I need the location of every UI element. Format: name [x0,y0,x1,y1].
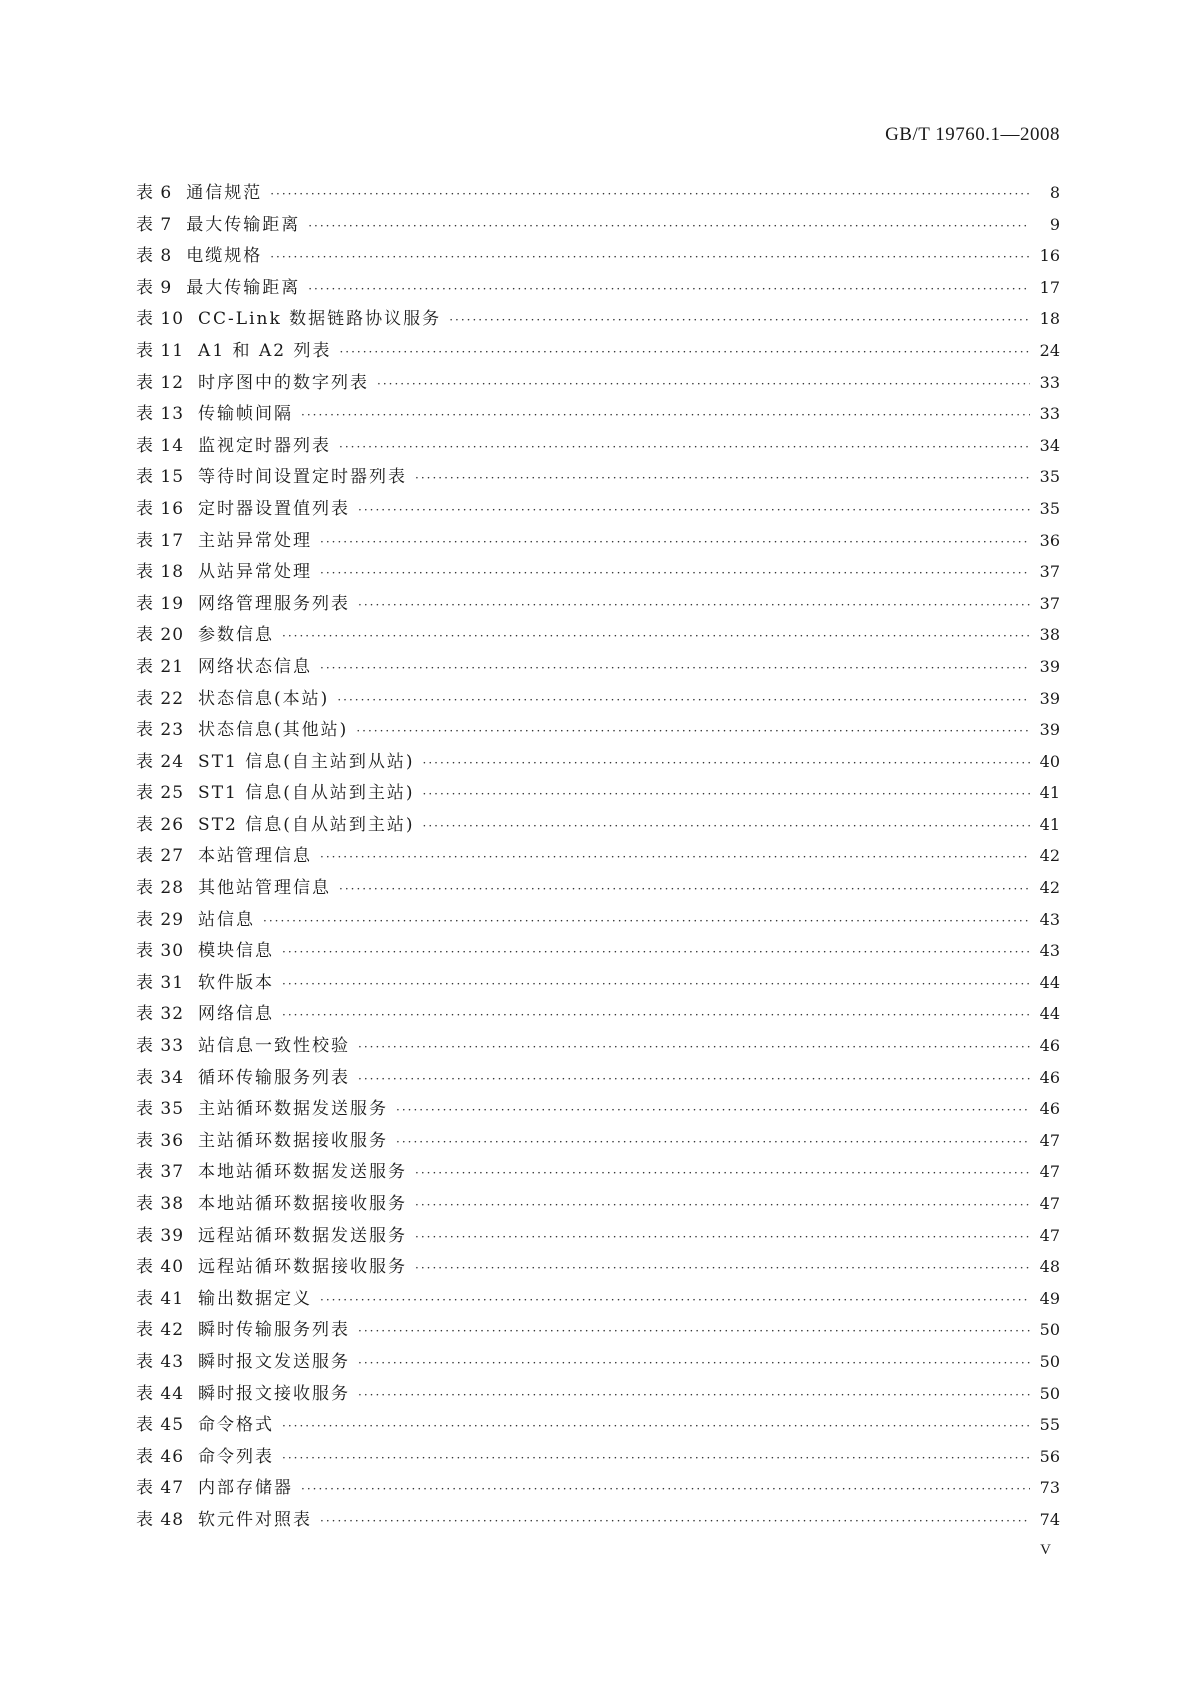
toc-entry-label: 表 14 [136,435,185,456]
toc-entry-page: 55 [1039,1415,1060,1435]
toc-entry-label: 表 19 [136,593,185,614]
toc-entry-title: 本站管理信息 [198,846,313,867]
toc-entry-page: 39 [1039,688,1060,708]
toc-entry-label: 表 21 [136,656,185,677]
toc-entry-title: 站信息 [198,909,256,930]
toc-entry-title: 主站循环数据发送服务 [198,1099,389,1120]
toc-entry-title: A1 和 A2 列表 [198,340,332,361]
toc-entry[interactable] [136,905,1060,937]
page-number: V [1040,1542,1051,1558]
toc-entry[interactable] [136,1221,1060,1253]
toc-entry-title: 软元件对照表 [198,1509,313,1530]
toc-entry-title: 状态信息(本站) [198,688,330,709]
toc-entry[interactable] [136,368,1060,400]
toc-entry-title: 定时器设置值列表 [198,498,351,519]
toc-entry-label: 表 24 [136,751,185,772]
toc-entry-label: 表 35 [136,1099,185,1120]
toc-entry-title: 传输帧间隔 [198,404,294,425]
toc-entry[interactable] [136,1315,1060,1347]
toc-entry-label: 表 38 [136,1194,185,1214]
toc-entry-label: 表 20 [136,625,185,646]
toc-leader-dots [270,250,1030,264]
toc-entry-title: 命令格式 [198,1415,275,1436]
toc-entry[interactable] [136,1252,1060,1284]
toc-entry-label: 表 47 [136,1478,185,1499]
toc-entry[interactable] [136,494,1060,526]
toc-leader-dots [423,787,1030,801]
toc-entry-label: 表 46 [136,1446,185,1467]
toc-entry[interactable] [136,715,1060,747]
toc-leader-dots [282,1419,1030,1433]
toc-entry-label: 表 10 [136,309,185,330]
toc-entry[interactable] [136,1126,1060,1158]
toc-leader-dots [320,850,1030,864]
toc-entry-label: 表 6 [136,183,173,203]
toc-entry-label: 表 23 [136,720,185,741]
toc-leader-dots [415,1230,1030,1244]
toc-entry[interactable] [136,1094,1060,1126]
toc-entry-title: 其他站管理信息 [198,878,332,899]
toc-entry-label: 表 25 [136,783,185,804]
toc-entry-label: 表 11 [136,340,185,361]
toc-entry-label: 表 43 [136,1351,185,1372]
toc-entry[interactable] [136,1157,1060,1189]
toc-entry[interactable] [136,1505,1060,1537]
toc-entry-page: 74 [1039,1509,1060,1529]
toc-entry-title: 瞬时传输服务列表 [198,1320,351,1341]
toc-entry-page: 42 [1039,878,1060,898]
toc-leader-dots [415,1198,1030,1212]
toc-entry-title: 从站异常处理 [198,562,313,583]
toc-entry[interactable] [136,936,1060,968]
toc-entry-label: 表 33 [136,1036,185,1057]
toc-entry-title: 模块信息 [198,941,275,962]
toc-leader-dots [358,1388,1030,1402]
toc-entry[interactable] [136,210,1060,242]
toc-entry-page: 33 [1039,372,1060,392]
toc-entry-page: 56 [1039,1446,1060,1466]
toc-leader-dots [396,1103,1030,1117]
toc-entry-page: 35 [1039,467,1060,487]
toc-leader-dots [358,1356,1030,1370]
toc-entry-label: 表 15 [136,467,185,488]
toc-entry-label: 表 32 [136,1004,185,1025]
toc-entry-title: 网络管理服务列表 [198,593,351,614]
toc-entry-page: 44 [1039,972,1060,992]
toc-leader-dots [415,1166,1030,1180]
toc-entry[interactable] [136,810,1060,842]
toc-leader-dots [423,756,1030,770]
toc-entry-title: 内部存储器 [198,1478,294,1499]
toc-leader-dots [358,598,1030,612]
toc-leader-dots [282,629,1030,643]
toc-entry-title: 软件版本 [198,972,275,993]
toc-entry[interactable] [136,684,1060,716]
toc-entry-page: 16 [1039,246,1060,266]
toc-entry-label: 表 12 [136,372,185,393]
toc-entry[interactable] [136,1031,1060,1063]
toc-leader-dots [270,187,1030,201]
toc-leader-dots [320,566,1030,580]
toc-leader-dots [358,1324,1030,1338]
toc-entry-title: 循环传输服务列表 [198,1067,351,1088]
toc-leader-dots [301,408,1030,422]
toc-entry-page: 46 [1039,1067,1060,1087]
toc-entry-label: 表 29 [136,909,185,930]
toc-entry-title: 远程站循环数据发送服务 [198,1225,408,1246]
toc-leader-dots [308,282,1030,296]
toc-entry-label: 表 17 [136,530,185,551]
toc-entry-page: 36 [1039,530,1060,550]
toc-entry[interactable] [136,1473,1060,1505]
toc-entry[interactable] [136,873,1060,905]
toc-entry[interactable] [136,273,1060,305]
toc-entry-page: 42 [1039,846,1060,866]
toc-leader-dots [282,1451,1030,1465]
toc-entry-title: ST1 信息(自从站到主站) [198,783,415,804]
toc-leader-dots [320,1514,1030,1528]
toc-entry-page: 43 [1039,941,1060,961]
toc-entry-title: 通信规范 [186,183,263,203]
toc-entry-title: 远程站循环数据接收服务 [198,1257,408,1278]
toc-entry[interactable] [136,652,1060,684]
toc-leader-dots [320,1293,1030,1307]
toc-entry-label: 表 45 [136,1415,185,1436]
toc-entry-title: ST1 信息(自主站到从站) [198,751,415,772]
toc-entry[interactable] [136,241,1060,273]
toc-entry[interactable] [136,1063,1060,1095]
toc-entry-title: 最大传输距离 [186,214,301,235]
toc-entry-page: 46 [1039,1036,1060,1056]
toc-entry-page: 9 [1049,214,1060,234]
toc-entry-page: 46 [1039,1099,1060,1119]
toc-entry-title: 命令列表 [198,1446,275,1467]
toc-leader-dots [339,440,1030,454]
toc-entry-page: 47 [1039,1162,1060,1182]
toc-leader-dots [356,724,1030,738]
toc-entry-page: 40 [1039,751,1060,771]
table-of-contents [136,178,1060,1537]
toc-entry-title: 网络信息 [198,1004,275,1025]
toc-entry-page: 50 [1039,1351,1060,1371]
toc-entry[interactable] [136,747,1060,779]
toc-entry-label: 表 40 [136,1257,185,1278]
toc-leader-dots [339,882,1030,896]
toc-entry[interactable] [136,1379,1060,1411]
toc-entry-label: 表 30 [136,941,185,962]
toc-entry-label: 表 8 [136,246,173,267]
toc-entry-page: 47 [1039,1130,1060,1150]
toc-entry[interactable] [136,462,1060,494]
toc-entry[interactable] [136,999,1060,1031]
toc-leader-dots [358,1040,1030,1054]
toc-leader-dots [377,377,1030,391]
toc-leader-dots [282,977,1030,991]
toc-entry-title: CC-Link 数据链路协议服务 [198,309,442,330]
toc-entry-page: 50 [1039,1383,1060,1403]
toc-leader-dots [282,945,1030,959]
toc-entry[interactable] [136,557,1060,589]
toc-entry-title: 瞬时报文发送服务 [198,1351,351,1372]
toc-entry-label: 表 48 [136,1509,185,1530]
toc-entry[interactable] [136,431,1060,463]
toc-entry-label: 表 41 [136,1288,185,1309]
toc-entry-title: ST2 信息(自从站到主站) [198,814,415,835]
toc-leader-dots [423,819,1030,833]
toc-entry-label: 表 7 [136,214,173,235]
toc-entry-page: 47 [1039,1225,1060,1245]
toc-entry[interactable] [136,336,1060,368]
toc-entry[interactable] [136,1347,1060,1379]
toc-entry-label: 表 26 [136,814,185,835]
toc-entry-title: 最大传输距离 [186,277,301,298]
toc-leader-dots [339,345,1030,359]
toc-entry-title: 主站循环数据接收服务 [198,1130,389,1151]
toc-entry-label: 表 18 [136,562,185,583]
toc-leader-dots [396,1135,1030,1149]
toc-entry[interactable] [136,399,1060,431]
toc-entry-page: 47 [1039,1194,1060,1213]
toc-leader-dots [358,503,1030,517]
toc-entry-label: 表 42 [136,1320,185,1341]
toc-entry-page: 41 [1039,814,1060,834]
toc-entry-page: 35 [1039,498,1060,518]
toc-entry-page: 37 [1039,562,1060,582]
toc-leader-dots [415,471,1030,485]
toc-entry-page: 24 [1039,340,1060,360]
toc-entry[interactable] [136,778,1060,810]
toc-entry-page: 18 [1039,309,1060,329]
toc-entry[interactable] [136,1410,1060,1442]
toc-entry-page: 48 [1039,1257,1060,1277]
toc-entry-page: 41 [1039,783,1060,803]
toc-entry-page: 39 [1039,720,1060,740]
toc-entry-page: 50 [1039,1320,1060,1340]
toc-entry[interactable] [136,589,1060,621]
toc-entry-title: 瞬时报文接收服务 [198,1383,351,1404]
toc-leader-dots [308,219,1030,233]
toc-entry-page: 39 [1039,656,1060,676]
toc-entry[interactable] [136,841,1060,873]
toc-entry-page: 17 [1039,277,1060,297]
standard-number: GB/T 19760.1—2008 [885,124,1060,145]
toc-entry-title: 等待时间设置定时器列表 [198,467,408,488]
toc-entry-page: 38 [1039,625,1060,645]
toc-entry-title: 电缆规格 [186,246,263,267]
toc-entry[interactable] [136,178,1060,210]
toc-entry-title: 输出数据定义 [198,1288,313,1309]
toc-entry[interactable] [136,1284,1060,1316]
toc-entry[interactable] [136,304,1060,336]
toc-entry-title: 参数信息 [198,625,275,646]
toc-entry-label: 表 31 [136,972,185,993]
toc-entry[interactable] [136,526,1060,558]
toc-leader-dots [301,1482,1030,1496]
toc-entry[interactable] [136,620,1060,652]
toc-entry-title: 主站异常处理 [198,530,313,551]
toc-entry-title: 网络状态信息 [198,656,313,677]
toc-leader-dots [358,1072,1030,1086]
toc-entry[interactable] [136,1189,1060,1221]
toc-entry-title: 站信息一致性校验 [198,1036,351,1057]
toc-leader-dots [282,1008,1030,1022]
toc-entry-label: 表 34 [136,1067,185,1088]
toc-entry-label: 表 22 [136,688,185,709]
toc-entry-label: 表 39 [136,1225,185,1246]
toc-entry-title: 监视定时器列表 [198,435,332,456]
toc-entry-page: 49 [1039,1288,1060,1308]
toc-entry-page: 37 [1039,593,1060,613]
toc-entry-page: 44 [1039,1004,1060,1024]
toc-entry-label: 表 28 [136,878,185,899]
toc-entry[interactable] [136,968,1060,1000]
toc-entry-page: 43 [1039,909,1060,929]
toc-leader-dots [415,1261,1030,1275]
toc-leader-dots [320,661,1030,675]
toc-entry-title: 时序图中的数字列表 [198,372,370,393]
toc-leader-dots [449,313,1030,327]
toc-leader-dots [320,535,1030,549]
toc-entry-label: 表 16 [136,498,185,519]
toc-entry-label: 表 36 [136,1130,185,1151]
toc-entry-title: 状态信息(其他站) [198,720,349,741]
toc-entry-page: 8 [1049,183,1060,202]
toc-entry-page: 34 [1039,435,1060,455]
toc-entry[interactable] [136,1442,1060,1474]
toc-entry-label: 表 27 [136,846,185,867]
toc-leader-dots [263,914,1030,928]
toc-entry-label: 表 13 [136,404,185,425]
toc-entry-label: 表 9 [136,277,173,298]
toc-entry-title: 本地站循环数据发送服务 [198,1162,408,1183]
toc-entry-page: 33 [1039,404,1060,424]
toc-entry-label: 表 44 [136,1383,185,1404]
toc-leader-dots [337,693,1030,707]
toc-entry-page: 73 [1039,1478,1060,1498]
toc-entry-title: 本地站循环数据接收服务 [198,1194,408,1214]
toc-entry-label: 表 37 [136,1162,185,1183]
